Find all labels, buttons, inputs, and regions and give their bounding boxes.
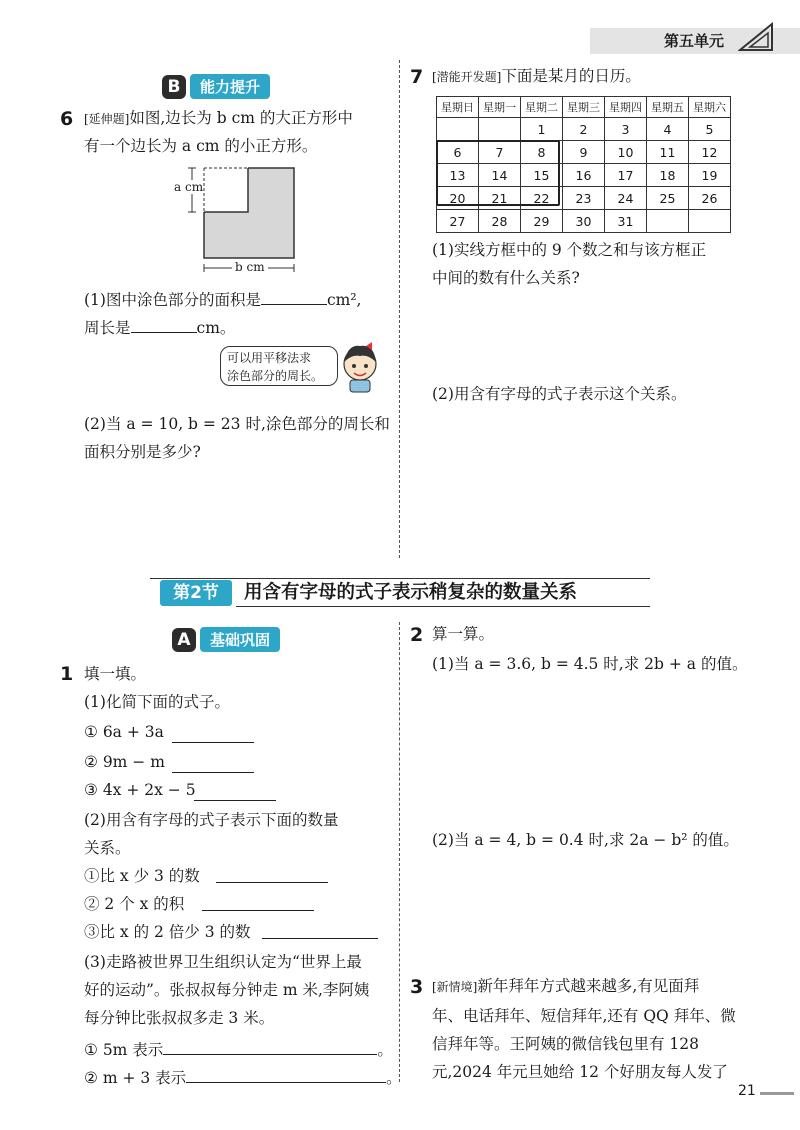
- cal-cell: 30: [563, 210, 605, 233]
- cal-cell: [647, 210, 689, 233]
- q6-part1-line1: (1)图中涂色部分的面积是 cm²,: [84, 291, 362, 309]
- page-number: 21: [738, 1083, 756, 1099]
- cal-cell: 20: [437, 187, 479, 210]
- cal-cell: 4: [647, 118, 689, 141]
- q1-part2-line1: (2)用含有字母的式子表示下面的数量: [84, 811, 339, 829]
- q6-part2-line1: (2)当 a = 10, b = 23 时,涂色部分的周长和: [84, 415, 390, 433]
- q1-part3-line2: 好的运动”。张叔叔每分钟走 m 米,李阿姨: [84, 981, 370, 999]
- q7-intro: [潜能开发题]下面是某月的日历。: [432, 67, 641, 85]
- cal-cell: 1: [521, 118, 563, 141]
- cal-header: 星期六: [689, 97, 731, 118]
- cal-cell: 10: [605, 141, 647, 164]
- q3-line3: 信拜年等。王阿姨的微信钱包里有 128: [432, 1035, 700, 1053]
- small-square-cutout: [204, 168, 248, 212]
- q1-title: 填一填。: [84, 665, 147, 683]
- cal-cell: [437, 118, 479, 141]
- calendar-highlight-box: [436, 140, 560, 206]
- cal-cell: 7: [479, 141, 521, 164]
- cal-cell: 11: [647, 141, 689, 164]
- cal-cell: 2: [563, 118, 605, 141]
- unit-title: 第五单元: [664, 32, 725, 50]
- q6-number: 6: [60, 108, 74, 130]
- q1-part2-line2: 关系。: [84, 839, 131, 857]
- fig-b-label: b cm: [232, 260, 268, 274]
- cal-cell: 17: [605, 164, 647, 187]
- q7-part2: (2)用含有字母的式子表示这个关系。: [432, 385, 687, 403]
- cal-cell: 3: [605, 118, 647, 141]
- cal-cell: 6: [437, 141, 479, 164]
- section-a-label: 基础巩固: [200, 627, 280, 652]
- tip-line1: 可以用平移法求: [227, 351, 312, 365]
- q1-p3-blank1[interactable]: [163, 1040, 377, 1055]
- page-number-rule: [760, 1092, 794, 1095]
- column-divider-lower: [399, 622, 400, 1082]
- cal-header: 星期五: [647, 97, 689, 118]
- q1-number: 1: [60, 663, 74, 685]
- q2-number: 2: [410, 624, 424, 646]
- cal-cell: 18: [647, 164, 689, 187]
- cal-cell: 31: [605, 210, 647, 233]
- q2-part2: (2)当 a = 4, b = 0.4 时,求 2a − b² 的值。: [432, 831, 739, 849]
- q1-p1-blank2[interactable]: [172, 758, 254, 773]
- cal-header: 星期一: [479, 97, 521, 118]
- q1-p1-blank3[interactable]: [194, 786, 276, 801]
- cal-cell: [479, 118, 521, 141]
- cal-header: 星期三: [563, 97, 605, 118]
- cal-cell: 19: [689, 164, 731, 187]
- q6-area-blank[interactable]: [261, 290, 327, 305]
- cal-cell: 5: [689, 118, 731, 141]
- q6-tag: [延伸题]: [84, 112, 130, 126]
- q3-number: 3: [410, 976, 424, 998]
- q6-perimeter-blank[interactable]: [131, 318, 197, 333]
- cal-cell: 24: [605, 187, 647, 210]
- section-a-banner: [172, 627, 280, 652]
- q1-p1-item1: ① 6a + 3a: [84, 723, 164, 741]
- cal-cell: 25: [647, 187, 689, 210]
- cal-cell: 9: [563, 141, 605, 164]
- q3-tag: [新情境]: [432, 980, 478, 994]
- q3-line1: [新情境]新年拜年方式越来越多,有见面拜: [432, 977, 700, 995]
- q1-p2-item1: ①比 x 少 3 的数: [84, 867, 200, 885]
- cal-cell: 12: [689, 141, 731, 164]
- q7-part1-line1: (1)实线方框中的 9 个数之和与该方框正: [432, 241, 707, 259]
- cal-cell: 28: [479, 210, 521, 233]
- cal-header: 星期二: [521, 97, 563, 118]
- cal-cell: [689, 210, 731, 233]
- cartoon-girl-icon: [340, 342, 380, 394]
- q1-p3-blank2[interactable]: [186, 1068, 386, 1083]
- cal-cell: 23: [563, 187, 605, 210]
- fig-a-label: a cm: [174, 180, 204, 194]
- q3-line4: 元,2024 年元旦她给 12 个好朋友每人发了: [432, 1063, 728, 1081]
- calendar-header-row: [437, 97, 731, 118]
- section-b-banner: [162, 74, 270, 99]
- q2-part1: (1)当 a = 3.6, b = 4.5 时,求 2b + a 的值。: [432, 655, 748, 673]
- q1-p1-item2: ② 9m − m: [84, 753, 165, 771]
- q6-part2-line2: 面积分别是多少?: [84, 443, 201, 461]
- cal-cell: 15: [521, 164, 563, 187]
- q7-part1-line2: 中间的数有什么关系?: [432, 269, 580, 287]
- cal-cell: 8: [521, 141, 563, 164]
- cal-cell: 14: [479, 164, 521, 187]
- q1-p3-item1: ① 5m 表示 。: [84, 1041, 393, 1059]
- section-a-badge: A: [172, 628, 196, 652]
- q1-p1-blank1[interactable]: [172, 728, 254, 743]
- cal-cell: 26: [689, 187, 731, 210]
- tip-line2: 涂色部分的周长。: [227, 369, 324, 383]
- section2-title: 用含有字母的式子表示稍复杂的数量关系: [244, 582, 578, 603]
- q1-p2-blank3[interactable]: [262, 924, 378, 939]
- calendar-row: [437, 210, 731, 233]
- section-b-badge: B: [162, 75, 186, 99]
- q7-number: 7: [410, 66, 424, 88]
- q1-p2-blank2[interactable]: [202, 896, 314, 911]
- q6-line1: [延伸题]如图,边长为 b cm 的大正方形中: [84, 109, 353, 127]
- cal-header: 星期日: [437, 97, 479, 118]
- q1-p2-item3: ③比 x 的 2 倍少 3 的数: [84, 923, 251, 941]
- q1-part1: (1)化简下面的式子。: [84, 693, 230, 711]
- q7-tag: [潜能开发题]: [432, 70, 502, 84]
- cal-cell: 16: [563, 164, 605, 187]
- section2-rule-bottom: [236, 606, 650, 607]
- triangle-ruler-icon: [738, 22, 774, 52]
- q1-p2-blank1[interactable]: [216, 868, 328, 883]
- tip-bubble: [220, 346, 338, 386]
- q6-line2: 有一个边长为 a cm 的小正方形。: [84, 137, 318, 155]
- q1-part3-line3: 每分钟比张叔叔多走 3 米。: [84, 1009, 275, 1027]
- section2-rule: [150, 578, 650, 579]
- q1-part3-line1: (3)走路被世界卫生组织认定为“世界上最: [84, 953, 362, 971]
- calendar-row: [437, 118, 731, 141]
- cal-cell: 13: [437, 164, 479, 187]
- q2-title: 算一算。: [432, 625, 495, 643]
- section-b-label: 能力提升: [190, 74, 270, 99]
- q3-line2: 年、电话拜年、短信拜年,还有 QQ 拜年、微: [432, 1007, 736, 1025]
- cal-cell: 21: [479, 187, 521, 210]
- section2-badge: 第2节: [160, 580, 232, 606]
- q1-p3-item2: ② m + 3 表示 。: [84, 1069, 402, 1087]
- cal-cell: 29: [521, 210, 563, 233]
- q6-part1-line2: 周长是 cm。: [84, 319, 236, 337]
- cal-header: 星期四: [605, 97, 647, 118]
- q1-p1-item3: ③ 4x + 2x − 5: [84, 781, 196, 799]
- column-divider: [399, 60, 400, 558]
- cal-cell: 27: [437, 210, 479, 233]
- cal-cell: 22: [521, 187, 563, 210]
- q1-p2-item2: ② 2 个 x 的积: [84, 895, 185, 913]
